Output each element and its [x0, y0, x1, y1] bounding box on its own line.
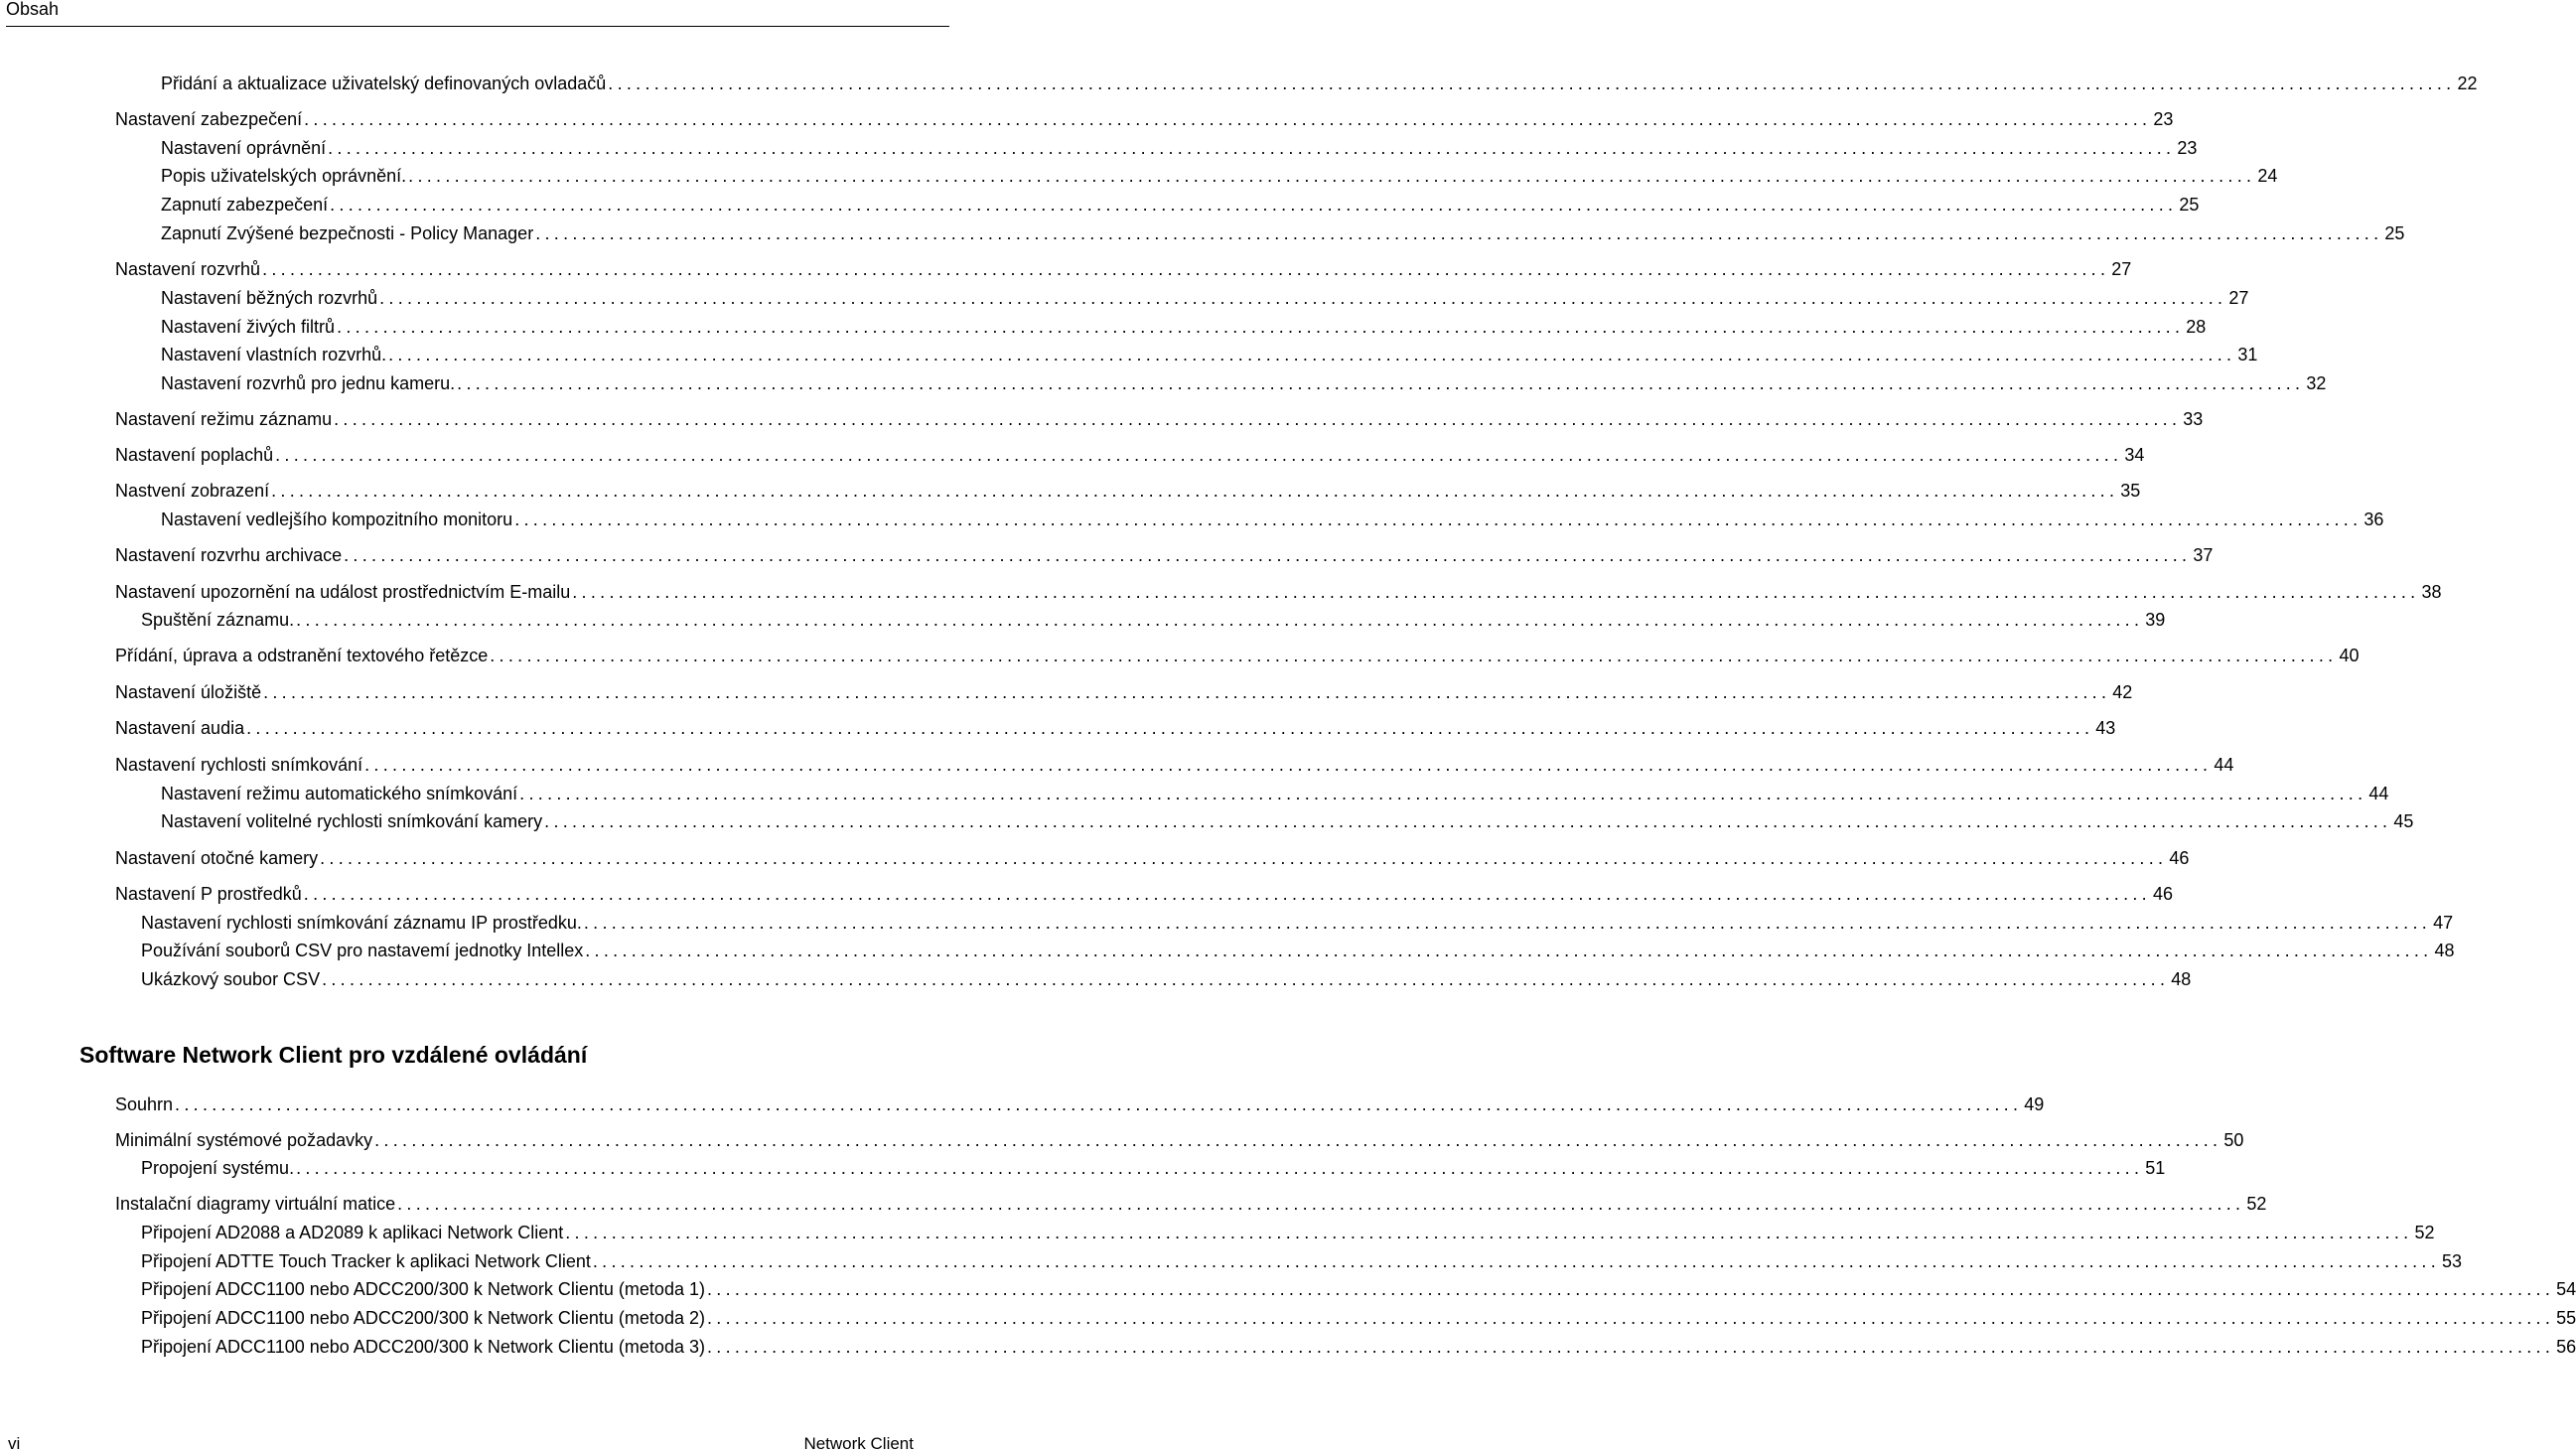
toc-entry-title: Popis uživatelských oprávnění. [161, 166, 407, 186]
toc-entry[interactable] [0, 1155, 2166, 1179]
toc-entry[interactable] [0, 679, 2133, 703]
toc-entry-title: Ukázkový soubor CSV [141, 969, 321, 989]
toc-entry-title: Nastavení audia [115, 718, 245, 738]
toc-dot-leader: ........................................................................................................................................................................................................ [328, 138, 2176, 158]
toc-dot-leader: ........................................................................................................................................................................................................ [706, 1308, 2555, 1328]
toc-entry-title: Nastavení rozvrhů [115, 259, 261, 279]
toc-entry[interactable] [0, 1334, 2576, 1358]
toc-entry-title: Připojení ADTTE Touch Tracker k aplikaci Network Client [141, 1251, 591, 1271]
toc-entry[interactable] [0, 1191, 2267, 1215]
toc-dot-leader: ........................................................................................................................................................................................................ [296, 1158, 2144, 1178]
toc-entry[interactable] [0, 966, 2192, 990]
toc-entry[interactable] [0, 1276, 2576, 1300]
toc-entry-title: Nastavení rychlosti snímkování záznamu IP prostředku. [141, 913, 582, 933]
toc-dot-leader: ........................................................................................................................................................................................................ [379, 288, 2227, 308]
toc-entry-page: 28 [2186, 317, 2207, 337]
toc-entry-title: Připojení ADCC1100 nebo ADCC200/300 k Network Clientu (metoda 3) [141, 1337, 705, 1357]
toc-entry-title: Nastavení upozornění na událost prostřednictvím E-mailu [115, 582, 571, 602]
toc-entry[interactable] [0, 643, 2360, 666]
toc-dot-leader: ........................................................................................................................................................................................................ [175, 1094, 2023, 1114]
toc-entry-page: 24 [2257, 166, 2278, 186]
toc-entry[interactable] [0, 1248, 2463, 1272]
toc-entry[interactable] [0, 808, 2414, 832]
toc-entry-page: 25 [2179, 195, 2200, 215]
toc-entry-page: 55 [2556, 1308, 2576, 1328]
toc-dot-leader: ........................................................................................................................................................................................................ [519, 784, 2367, 803]
toc-dot-leader: ........................................................................................................................................................................................................ [304, 109, 2152, 129]
toc-entry-title: Nastavení režimu automatického snímkování [161, 784, 518, 803]
toc-dot-leader: ........................................................................................................................................................................................................ [303, 884, 2151, 904]
toc-dot-leader: ........................................................................................................................................................................................................ [544, 811, 2392, 831]
toc-entry-page: 48 [2434, 941, 2455, 960]
toc-entry-title: Nastavení rychlosti snímkování [115, 755, 363, 775]
toc-entry[interactable] [0, 135, 2198, 159]
toc-entry-page: 44 [2368, 784, 2389, 803]
toc-entry-page: 38 [2421, 582, 2442, 602]
toc-entry[interactable] [0, 370, 2327, 394]
toc-dot-leader: ........................................................................................................................................................................................................ [263, 682, 2111, 702]
toc-entry-page: 23 [2153, 109, 2174, 129]
toc-dot-leader: ........................................................................................................................................................................................................ [388, 345, 2236, 364]
toc-entry-page: 47 [2433, 913, 2454, 933]
toc-dot-leader: ........................................................................................................................................................................................................ [320, 848, 2168, 868]
toc-entry[interactable] [0, 442, 2145, 466]
toc-entry-title: Zapnutí Zvýšené bezpečnosti - Policy Manager [161, 223, 534, 243]
toc-entry-title: Nastavení otočné kamery [115, 848, 319, 868]
toc-entry-title: Instalační diagramy virtuální matice [115, 1194, 396, 1214]
toc-dot-leader: ........................................................................................................................................................................................................ [490, 646, 2338, 665]
toc-entry-page: 45 [2393, 811, 2414, 831]
toc-entry-title: Používání souborů CSV pro nastavemí jednotky Intellex [141, 941, 584, 960]
toc-entry-title: Nastavení rozvrhu archivace [115, 545, 343, 565]
toc-dot-leader: ........................................................................................................................................................................................................ [583, 913, 2432, 933]
toc-dot-leader: ........................................................................................................................................................................................................ [364, 755, 2213, 775]
toc-entry[interactable] [0, 478, 2141, 502]
toc-entry-page: 52 [2246, 1194, 2267, 1214]
toc-entry-title: Souhrn [115, 1094, 174, 1114]
toc-entry-title: Nastavení běžných rozvrhů [161, 288, 378, 308]
toc-entry[interactable] [0, 163, 2278, 187]
toc-dot-leader: ........................................................................................................................................................................................................ [608, 73, 2456, 93]
footer-product-name: Network Client [803, 1434, 914, 1453]
toc-entry-page: 27 [2111, 259, 2132, 279]
toc-entry-title: Připojení ADCC1100 nebo ADCC200/300 k Network Clientu (metoda 1) [141, 1279, 705, 1299]
toc-dot-leader: ........................................................................................................................................................................................................ [585, 941, 2433, 960]
toc-entry-page: 39 [2145, 610, 2166, 630]
toc-entry-page: 25 [2384, 223, 2405, 243]
toc-entry[interactable] [0, 938, 2455, 961]
toc-entry[interactable] [0, 1305, 2576, 1329]
toc-entry[interactable] [0, 220, 2405, 244]
footer-page-number: vi [8, 1434, 21, 1453]
toc-entry-title: Nastavení živých filtrů [161, 317, 336, 337]
toc-dot-leader: ........................................................................................................................................................................................................ [397, 1194, 2245, 1214]
toc-entry[interactable] [0, 607, 2166, 631]
toc-entry-title: Propojení systému. [141, 1158, 295, 1178]
toc-entry[interactable] [0, 1091, 2045, 1115]
toc-entry-page: 42 [2112, 682, 2133, 702]
toc-entry-title: Nastavení režimu záznamu [115, 409, 333, 429]
toc-entry-title: Nastavení volitelné rychlosti snímkování kamery [161, 811, 543, 831]
toc-entry[interactable] [0, 71, 2478, 94]
toc-entry-title: Nastavení vedlejšího kompozitního monitoru [161, 509, 513, 529]
toc-entry-page: 40 [2339, 646, 2360, 665]
toc-entry-title: Nastavení rozvrhů pro jednu kameru. [161, 373, 456, 393]
toc-dot-leader: ........................................................................................................................................................................................................ [262, 259, 2110, 279]
toc-entry[interactable] [0, 1127, 2244, 1151]
toc-entry-page: 33 [2183, 409, 2204, 429]
toc-entry-title: Připojení AD2088 a AD2089 k aplikaci Network Client [141, 1223, 564, 1242]
toc-dot-leader: ........................................................................................................................................................................................................ [565, 1223, 2413, 1242]
toc-entry[interactable] [0, 285, 2249, 309]
toc-entry-title: Nastavení oprávnění [161, 138, 327, 158]
toc-dot-leader: ........................................................................................................................................................................................................ [337, 317, 2185, 337]
toc-dot-leader: ........................................................................................................................................................................................................ [246, 718, 2094, 738]
toc-entry-title: Přidání a aktualizace uživatelský definovaných ovladačů [161, 73, 607, 93]
toc-dot-leader: ........................................................................................................................................................................................................ [408, 166, 2256, 186]
toc-entry-page: 44 [2214, 755, 2234, 775]
toc-entry-title: Minimální systémové požadavky [115, 1130, 373, 1150]
toc-entry-title: Připojení ADCC1100 nebo ADCC200/300 k Network Clientu (metoda 2) [141, 1308, 705, 1328]
toc-entry[interactable] [0, 715, 2116, 739]
toc-entry-page: 22 [2457, 73, 2478, 93]
toc-entry-page: 37 [2193, 545, 2214, 565]
toc-entry-title: Spuštění záznamu. [141, 610, 295, 630]
section-heading: Software Network Client pro vzdálené ovládání [79, 1042, 588, 1068]
toc-entry-page: 48 [2171, 969, 2192, 989]
toc-entry[interactable] [0, 192, 2200, 216]
toc-entry-page: 32 [2306, 373, 2327, 393]
toc-entry[interactable] [0, 406, 2204, 430]
toc-dot-leader: ........................................................................................................................................................................................................ [344, 545, 2192, 565]
toc-dot-leader: ........................................................................................................................................................................................................ [572, 582, 2420, 602]
toc-entry[interactable] [0, 910, 2454, 934]
toc-dot-leader: ........................................................................................................................................................................................................ [374, 1130, 2222, 1150]
toc-dot-leader: ........................................................................................................................................................................................................ [592, 1251, 2441, 1271]
toc-entry[interactable] [0, 342, 2258, 365]
toc-dot-leader: ........................................................................................................................................................................................................ [296, 610, 2144, 630]
toc-dot-leader: ........................................................................................................................................................................................................ [271, 481, 2119, 501]
toc-dot-leader: ........................................................................................................................................................................................................ [706, 1337, 2555, 1357]
toc-entry-page: 49 [2024, 1094, 2045, 1114]
toc-entry-title: Nastavení úložiště [115, 682, 262, 702]
toc-entry[interactable] [0, 845, 2190, 869]
toc-entry-title: Nastavení poplachů [115, 445, 274, 465]
toc-entry-page: 46 [2169, 848, 2190, 868]
toc-entry[interactable] [0, 752, 2234, 776]
toc-entry[interactable] [0, 881, 2174, 905]
toc-entry-title: Nastavení P prostředků [115, 884, 302, 904]
header-divider [6, 26, 949, 27]
toc-entry[interactable] [0, 314, 2207, 338]
toc-dot-leader: ........................................................................................................................................................................................................ [330, 195, 2178, 215]
toc-entry[interactable] [0, 781, 2389, 804]
toc-dot-leader: ........................................................................................................................................................................................................ [275, 445, 2123, 465]
toc-entry-page: 52 [2414, 1223, 2435, 1242]
toc-dot-leader: ........................................................................................................................................................................................................ [322, 969, 2170, 989]
toc-entry[interactable] [0, 542, 2214, 566]
toc-entry-title: Nastavení vlastních rozvrhů. [161, 345, 387, 364]
toc-entry-page: 46 [2152, 884, 2174, 904]
toc-entry-page: 50 [2223, 1130, 2244, 1150]
toc-dot-leader: ........................................................................................................................................................................................................ [535, 223, 2383, 243]
toc-entry-page: 31 [2237, 345, 2258, 364]
toc-entry-page: 53 [2442, 1251, 2463, 1271]
toc-entry[interactable] [0, 507, 2384, 530]
toc-entry-title: Nastvení zobrazení [115, 481, 270, 501]
toc-dot-leader: ........................................................................................................................................................................................................ [334, 409, 2182, 429]
toc-entry-page: 27 [2228, 288, 2249, 308]
toc-entry[interactable] [0, 106, 2174, 130]
toc-entry-page: 56 [2556, 1337, 2576, 1357]
toc-dot-leader: ........................................................................................................................................................................................................ [457, 373, 2305, 393]
toc-entry-page: 36 [2363, 509, 2384, 529]
toc-entry-page: 43 [2095, 718, 2116, 738]
toc-entry[interactable] [0, 1220, 2435, 1243]
toc-entry-title: Zapnutí zabezpečení [161, 195, 329, 215]
toc-entry-page: 51 [2145, 1158, 2166, 1178]
page-header-title: Obsah [6, 0, 60, 19]
toc-entry-page: 54 [2556, 1279, 2576, 1299]
toc-entry[interactable] [0, 579, 2442, 603]
toc-entry-title: Přídání, úprava a odstranění textového řetězce [115, 646, 489, 665]
toc-dot-leader: ........................................................................................................................................................................................................ [706, 1279, 2555, 1299]
toc-dot-leader: ........................................................................................................................................................................................................ [514, 509, 2362, 529]
toc-entry-page: 23 [2177, 138, 2198, 158]
toc-entry-page: 34 [2124, 445, 2145, 465]
toc-entry[interactable] [0, 256, 2132, 280]
toc-entry-title: Nastavení zabezpečení [115, 109, 303, 129]
toc-entry-page: 35 [2120, 481, 2141, 501]
